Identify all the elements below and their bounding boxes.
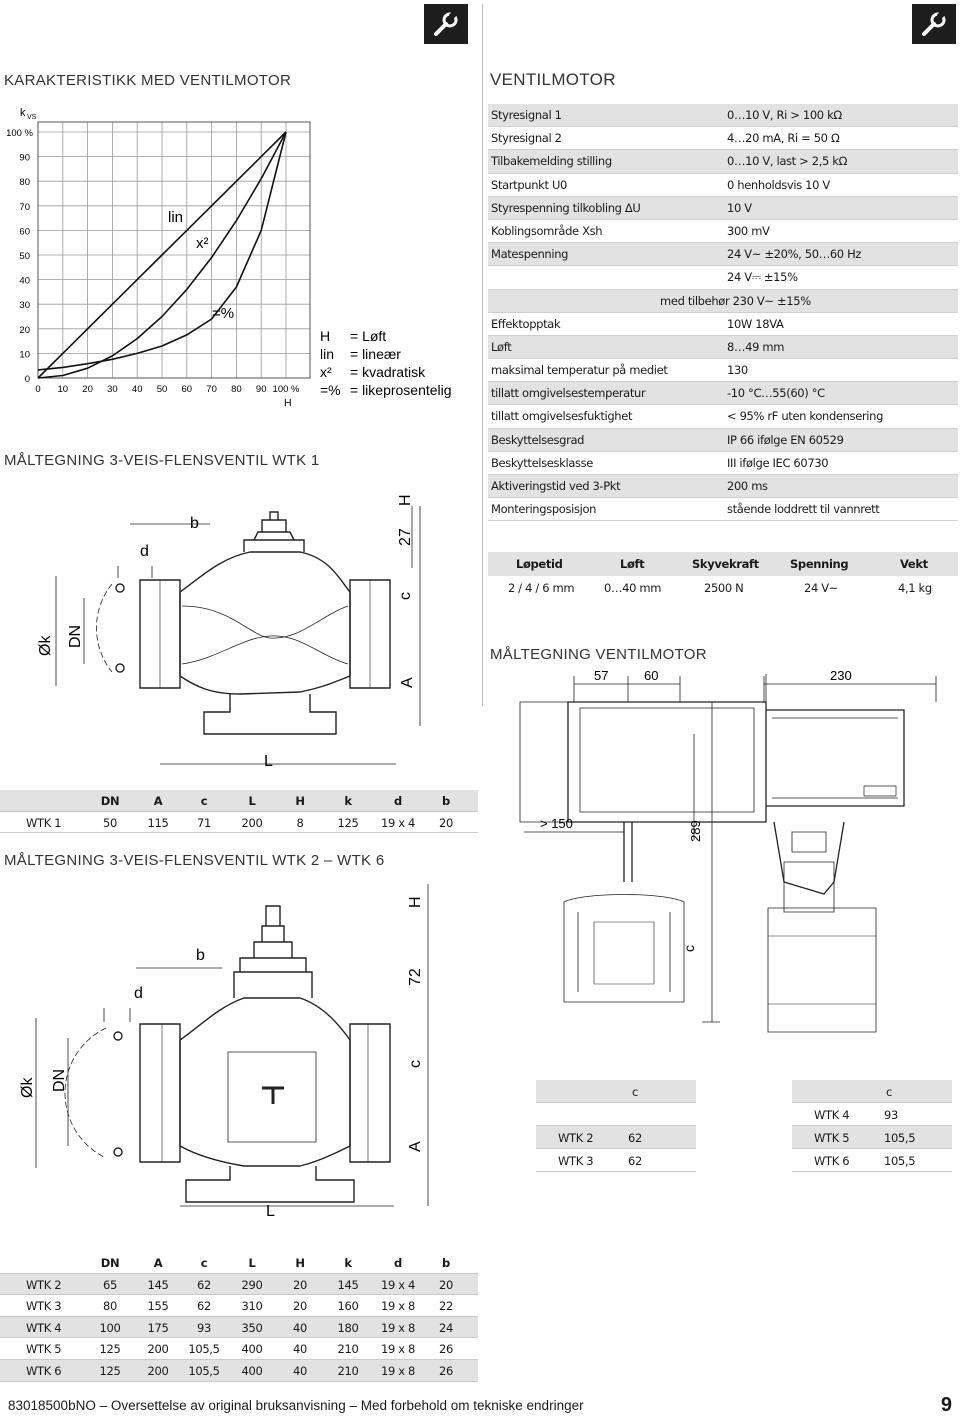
spec-value: 0…10 V, Ri > 100 kΩ: [727, 108, 842, 122]
y-tick-label: 10: [19, 349, 30, 361]
wtk26-cell: WTK 2: [26, 1277, 62, 1292]
wtk26-cell: WTK 5: [26, 1342, 62, 1357]
dim2-label-c: c: [407, 1060, 424, 1068]
wtk26-header: DN: [100, 1256, 120, 1270]
wtk26-cell: 155: [147, 1299, 169, 1314]
x-tick-label: 70: [206, 384, 217, 395]
wtk26-cell: 180: [337, 1320, 359, 1335]
wrench-badge-left: [424, 4, 468, 44]
wtk26-header: d: [394, 1256, 402, 1270]
wtk26-cell: 80: [103, 1299, 117, 1314]
spec-label: Løft: [491, 339, 512, 354]
wrench-badge-right: [912, 4, 956, 44]
motor-dim-150: > 150: [540, 816, 573, 831]
legend-sym-1: lin: [320, 346, 335, 362]
spec-row: [488, 475, 958, 498]
dim-label-d: d: [140, 543, 149, 560]
wtk26-cell: 19 x 4: [381, 1277, 415, 1292]
y-tick-label: 30: [19, 300, 30, 312]
x-tick-label: 60: [181, 384, 193, 395]
wtk26-cell: 24: [439, 1320, 453, 1335]
dim2-label-a: A: [407, 1141, 424, 1152]
wtk26-cell: 105,5: [188, 1342, 220, 1357]
wtk26-header: A: [153, 1256, 163, 1270]
spec-label: Effektopptak: [491, 316, 561, 331]
dim-label-b: b: [190, 515, 199, 532]
runtime-value-row: [488, 576, 958, 600]
spec-value: 8…49 mm: [727, 339, 785, 354]
wtk1-row: WTK 1 50 115 71 200 8 125 19 x 4 20: [0, 812, 478, 834]
spec-row: [488, 452, 958, 475]
wtk26-cell: 22: [439, 1299, 453, 1314]
spec-row: [488, 429, 958, 452]
wtk26-cell: WTK 3: [26, 1299, 62, 1314]
legend-sym-0: H: [320, 328, 331, 344]
x-tick-label: 0: [35, 384, 41, 395]
spec-value: med tilbehør 230 V~ ±15%: [660, 293, 811, 308]
spec-label: Aktiveringstid ved 3-Pkt: [491, 479, 621, 493]
x-tick-label: 100 %: [272, 384, 300, 395]
wtk26-cell: 40: [293, 1342, 307, 1357]
characteristic-chart: [0, 96, 480, 416]
dim-label-c: c: [397, 592, 414, 600]
wtk26-cell: 310: [241, 1299, 263, 1314]
c-table-left: c WTK 2 62 WTK 3 62: [536, 1080, 696, 1172]
spec-label: Styresignal 1: [491, 108, 562, 122]
wtk26-header: c: [200, 1256, 208, 1270]
spec-label: Startpunkt U0: [491, 177, 567, 192]
heading-maaltegning-ventilmotor: MÅLTEGNING VENTILMOTOR: [490, 646, 707, 663]
dim2-label-b: b: [196, 947, 205, 964]
motor-dim-230: 230: [830, 668, 852, 683]
wtk26-cell: 20: [293, 1277, 307, 1292]
spec-value: -10 °C…55(60) °C: [727, 386, 825, 401]
x-tick-label: 50: [156, 384, 168, 395]
wtk26-cell: 160: [337, 1299, 359, 1314]
x-tick-label: 20: [82, 384, 93, 395]
spec-value: 130: [727, 363, 748, 378]
wtk26-cell: WTK 6: [26, 1363, 62, 1378]
x-tick-label: 30: [107, 384, 118, 395]
y-tick-label: 60: [19, 226, 30, 238]
spec-row: [488, 336, 958, 359]
spec-label: Koblingsområde Xsh: [491, 223, 603, 238]
wtk1-table: [0, 790, 478, 833]
wtk26-row: [0, 1295, 478, 1317]
runtime-value: 4,1 kg: [898, 581, 932, 595]
spec-label: Tilbakemelding stilling: [491, 154, 612, 169]
wtk26-cell: 62: [197, 1299, 211, 1314]
wtk26-cell: 200: [147, 1342, 169, 1357]
plot-frame: [38, 122, 310, 378]
spec-value: 10W 18VA: [727, 316, 784, 331]
wtk26-cell: 20: [439, 1277, 453, 1292]
runtime-table: [488, 552, 958, 600]
spec-value: III ifølge IEC 60730: [727, 455, 829, 470]
spec-label: Beskyttelsesgrad: [491, 432, 585, 447]
runtime-header: Løpetid: [516, 557, 563, 571]
legend-desc-0: = Løft: [350, 328, 387, 344]
spec-row: [488, 313, 958, 336]
spec-label: Styresignal 2: [491, 131, 562, 146]
x-tick-label: 40: [131, 384, 143, 395]
y-tick-label: 40: [19, 275, 30, 287]
spec-row: [488, 174, 958, 197]
dim-label-a: A: [399, 677, 416, 688]
dim2-label-k: Øk: [19, 1077, 36, 1098]
c-table-right: c WTK 4 93 WTK 5 105,5 WTK 6 105,5: [792, 1080, 952, 1172]
runtime-header: Skyvekraft: [692, 557, 759, 571]
curve-label-pct: =%: [212, 305, 235, 322]
wtk26-cell: 125: [99, 1363, 121, 1378]
runtime-header: Spenning: [790, 557, 849, 571]
spec-label: Styrespenning tilkobling ΔU: [491, 200, 641, 215]
spec-row: [488, 104, 958, 127]
drawing-wtk1: [0, 488, 480, 778]
spec-row: [488, 405, 958, 428]
dim2-label-72: 72: [407, 968, 424, 986]
legend-desc-1: = lineær: [350, 346, 401, 362]
curve-label-lin: lin: [168, 209, 184, 226]
legend-sym-3: =%: [320, 382, 341, 398]
runtime-header-row: [488, 552, 958, 576]
curve-label-x2: x²: [196, 235, 209, 252]
wtk26-cell: 20: [293, 1299, 307, 1314]
wtk26-cell: 100: [99, 1320, 121, 1335]
spec-value: 4…20 mA, Ri = 50 Ω: [727, 131, 840, 146]
spec-row: [488, 266, 958, 289]
wtk1-header-row: DN A c L H k d b: [0, 790, 478, 812]
spec-label: Matespenning: [491, 247, 569, 262]
spec-row: [488, 498, 958, 521]
motor-dim-60: 60: [644, 668, 659, 683]
spec-row: [488, 382, 958, 405]
wtk26-cell: 26: [439, 1363, 453, 1378]
spec-label: Monteringsposisjon: [491, 502, 597, 517]
wrench-icon: [919, 9, 949, 39]
spec-value: 24 V~ ±20%, 50…60 Hz: [727, 247, 862, 262]
dim-label-h: H: [397, 494, 414, 506]
footer-text: 83018500bNO – Oversettelse av original bruksanvisning – Med forbehold om tekniske endringer: [8, 1398, 584, 1413]
legend-desc-3: = likeprosentelig: [350, 382, 452, 398]
dim-label-k: Øk: [37, 635, 54, 656]
spec-row: [488, 220, 958, 243]
runtime-header: Løft: [620, 557, 645, 571]
y-tick-label: 80: [19, 177, 30, 189]
y-tick-label: 0: [24, 374, 30, 385]
dim2-label-d: d: [134, 985, 143, 1002]
wtk26-row: [0, 1360, 478, 1382]
spec-value: 300 mV: [727, 223, 770, 238]
spec-row: [488, 243, 958, 266]
column-divider: [482, 4, 483, 706]
wtk26-row: [0, 1338, 478, 1360]
dim2-label-h: H: [407, 896, 424, 908]
page-number: 9: [940, 1394, 952, 1416]
x-tick-label: 80: [231, 384, 242, 395]
chart-grid: [38, 122, 310, 378]
wtk26-header: b: [442, 1256, 450, 1270]
wtk26-cell: 400: [241, 1363, 263, 1378]
y-tick-label: 100 %: [6, 128, 33, 139]
wtk2-6-table: [0, 1252, 478, 1382]
spec-row: [488, 197, 958, 220]
spec-row: [488, 127, 958, 150]
wtk26-cell: 26: [439, 1342, 453, 1357]
spec-row: [488, 290, 958, 313]
wtk26-cell: 65: [103, 1277, 117, 1292]
chart-ylabel: k: [20, 107, 26, 119]
wtk26-cell: WTK 4: [26, 1320, 62, 1335]
y-tick-label: 70: [19, 201, 30, 213]
dim2-label-l: L: [266, 1203, 275, 1220]
wtk26-cell: 210: [337, 1363, 359, 1378]
dim-label-l: L: [264, 753, 273, 770]
heading-maaltegning-wtk2-6: MÅLTEGNING 3-VEIS-FLENSVENTIL WTK 2 – WTK 6: [4, 852, 385, 869]
spec-value: 0 henholdsvis 10 V: [727, 177, 830, 192]
heading-karakteristikk: KARAKTERISTIKK MED VENTILMOTOR: [4, 72, 292, 89]
y-tick-label: 90: [19, 152, 30, 164]
wtk26-cell: 125: [99, 1342, 121, 1357]
dim2-label-dn: DN: [51, 1068, 68, 1092]
wtk26-cell: 400: [241, 1342, 263, 1357]
spec-table: [488, 104, 958, 521]
wrench-icon: [431, 9, 461, 39]
spec-value: stående loddrett til vannrett: [727, 502, 880, 517]
dim-label-27: 27: [397, 528, 414, 546]
wtk26-cell: 19 x 8: [381, 1299, 415, 1314]
wtk26-cell: 40: [293, 1320, 307, 1335]
wtk26-header-row: [0, 1252, 478, 1274]
legend-desc-2: = kvadratisk: [350, 364, 426, 380]
wtk26-cell: 40: [293, 1363, 307, 1378]
spec-row: [488, 359, 958, 382]
wtk26-header: k: [344, 1256, 352, 1270]
spec-value: IP 66 ifølge EN 60529: [727, 432, 844, 447]
legend-sym-2: x²: [320, 364, 332, 380]
runtime-value: 2 / 4 / 6 mm: [508, 581, 575, 595]
y-tick-label: 20: [19, 324, 30, 336]
chart-legend: [320, 328, 452, 398]
spec-value: 10 V: [727, 200, 752, 215]
wtk26-header: H: [295, 1256, 305, 1270]
wtk26-row: [0, 1274, 478, 1296]
wtk26-cell: 350: [241, 1320, 263, 1335]
spec-value: 0…10 V, last > 2,5 kΩ: [727, 154, 848, 169]
spec-value: 24 V⎓ ±15%: [727, 270, 798, 285]
spec-label: maksimal temperatur på mediet: [491, 363, 668, 378]
wtk26-cell: 290: [241, 1277, 263, 1292]
chart-ylabel-sub: VS: [27, 114, 37, 121]
motor-dim-57: 57: [594, 668, 609, 683]
x-tick-label: 10: [57, 384, 69, 395]
dim-label-dn: DN: [67, 624, 84, 648]
spec-value: < 95% rF uten kondensering: [727, 409, 884, 424]
wtk26-cell: 175: [147, 1320, 169, 1335]
chart-ticks: [6, 128, 300, 395]
wtk26-cell: 62: [197, 1277, 211, 1292]
motor-dim-289: 289: [688, 820, 703, 842]
wtk26-cell: 93: [197, 1320, 211, 1335]
wtk26-cell: 19 x 8: [381, 1320, 415, 1335]
runtime-value: 24 V~: [804, 581, 839, 595]
wtk26-cell: 105,5: [188, 1363, 220, 1378]
drawing-motor: [484, 662, 960, 1042]
chart-xlabel: H: [284, 397, 292, 409]
runtime-value: 0…40 mm: [604, 581, 662, 595]
wtk26-cell: 19 x 8: [381, 1342, 415, 1357]
wtk26-row: [0, 1317, 478, 1339]
wtk26-cell: 210: [337, 1342, 359, 1357]
runtime-value: 2500 N: [704, 581, 744, 595]
wtk26-header: L: [248, 1256, 256, 1270]
spec-value: 200 ms: [727, 479, 768, 493]
wtk26-cell: 145: [147, 1277, 169, 1292]
spec-label: tillatt omgivelsesfuktighet: [491, 409, 633, 424]
motor-dim-c: c: [681, 945, 697, 952]
x-tick-label: 90: [255, 384, 267, 395]
wtk26-cell: 145: [337, 1277, 359, 1292]
y-tick-label: 50: [19, 251, 30, 262]
spec-label: Beskyttelsesklasse: [491, 455, 594, 470]
heading-maaltegning-wtk1: MÅLTEGNING 3-VEIS-FLENSVENTIL WTK 1: [4, 452, 320, 469]
wtk26-cell: 19 x 8: [381, 1363, 415, 1378]
spec-row: [488, 150, 958, 173]
drawing-wtk2-6: [0, 876, 480, 1236]
runtime-header: Vekt: [900, 557, 928, 571]
spec-label: tillatt omgivelsestemperatur: [491, 386, 646, 401]
wtk26-cell: 200: [147, 1363, 169, 1378]
heading-ventilmotor: VENTILMOTOR: [490, 70, 616, 89]
